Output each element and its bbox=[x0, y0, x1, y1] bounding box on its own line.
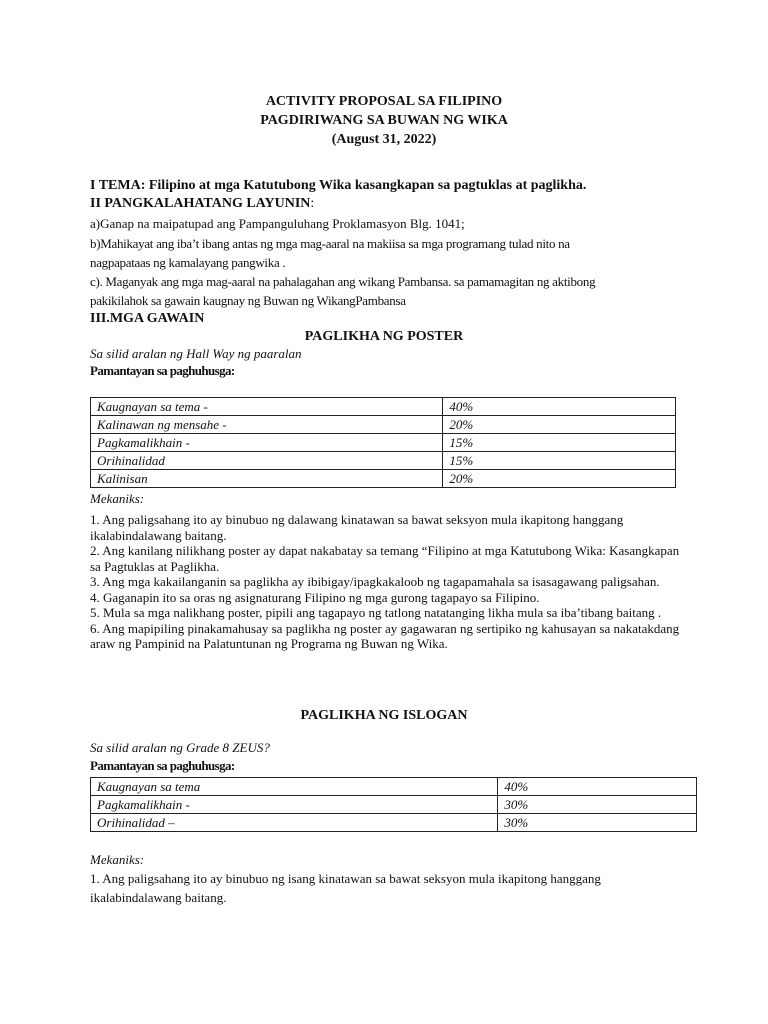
criteria-value: 15% bbox=[443, 434, 676, 452]
criteria-name: Kaugnayan sa tema - bbox=[91, 398, 443, 416]
criteria-value: 30% bbox=[498, 814, 697, 832]
table-row bbox=[91, 434, 676, 452]
layunin-a: a)Ganap na maipatupad ang Pampanguluhang Proklamasyon Blg. 1041; bbox=[90, 216, 465, 231]
islogan-criteria-label: Pamantayan sa paghuhusga: bbox=[90, 758, 235, 773]
layunin-heading bbox=[90, 196, 314, 212]
poster-title: PAGLIKHA NG POSTER bbox=[304, 329, 464, 344]
list-item: 3. Ang mga kakailanganin sa paglikha ay ibibigay/ipagkakaloob ng tagapamahala sa isasagawang paligsahan. bbox=[90, 574, 660, 589]
list-item: 5. Mula sa mga nalikhang poster, pipili ang tagapayo ng tatlong natatanging likha mula sa iba’tibang baitang . bbox=[90, 605, 662, 620]
list-item: 2. Ang kanilang nilikhang poster ay dapat nakabatay sa temang “Filipino at mga Katutubong Wika: Kasangkapan sa Pagtuklas at Paglikha. bbox=[90, 543, 680, 574]
criteria-name: Pagkamalikhain - bbox=[91, 796, 498, 814]
criteria-name: Kalinawan ng mensahe - bbox=[91, 416, 443, 434]
criteria-value: 20% bbox=[443, 470, 676, 488]
table-row bbox=[91, 416, 676, 434]
document-title: ACTIVITY PROPOSAL SA FILIPINO bbox=[265, 94, 503, 109]
criteria-name: Kaugnayan sa tema bbox=[91, 778, 498, 796]
table-row bbox=[91, 452, 676, 470]
islogan-mekaniks-label: Mekaniks: bbox=[90, 852, 145, 867]
table-row bbox=[91, 814, 697, 832]
layunin-heading-text: II PANGKALAHATANG LAYUNIN bbox=[90, 196, 311, 211]
document-date: (August 31, 2022) bbox=[331, 132, 437, 147]
poster-criteria-table bbox=[90, 397, 676, 488]
poster-venue: Sa silid aralan ng Hall Way ng paaralan bbox=[90, 346, 302, 361]
criteria-value: 30% bbox=[498, 796, 697, 814]
criteria-name: Pagkamalikhain - bbox=[91, 434, 443, 452]
islogan-title: PAGLIKHA NG ISLOGAN bbox=[300, 708, 468, 723]
islogan-venue: Sa silid aralan ng Grade 8 ZEUS? bbox=[90, 740, 270, 755]
criteria-value: 40% bbox=[443, 398, 676, 416]
poster-criteria-label: Pamantayan sa paghuhusga: bbox=[90, 363, 235, 378]
islogan-mekaniks-line2: ikalabindalawang baitang. bbox=[90, 890, 227, 905]
islogan-mekaniks-line1: 1. Ang paligsahang ito ay binubuo ng isang kinatawan sa bawat seksyon mula ikapitong hanggang bbox=[90, 871, 601, 886]
layunin-b-line2: nagpapataas ng kamalayang pangwika . bbox=[90, 255, 286, 270]
criteria-value: 40% bbox=[498, 778, 697, 796]
criteria-value: 20% bbox=[443, 416, 676, 434]
table-row bbox=[91, 796, 697, 814]
tema-line: I TEMA: Filipino at mga Katutubong Wika kasangkapan sa pagtuklas at paglikha. bbox=[90, 178, 587, 193]
layunin-c-line1: c). Maganyak ang mga mag-aaral na pahalagahan ang wikang Pambansa. sa pamamagitan ng aktibong bbox=[90, 274, 596, 289]
layunin-c-line2: pakikilahok sa gawain kaugnay ng Buwan ng WikangPambansa bbox=[90, 293, 406, 308]
table-row bbox=[91, 778, 697, 796]
table-row bbox=[91, 398, 676, 416]
criteria-name: Kalinisan bbox=[91, 470, 443, 488]
criteria-name: Orihinalidad – bbox=[91, 814, 498, 832]
list-item: 6. Ang mapipiling pinakamahusay sa paglikha ng poster ay gagawaran ng sertipiko ng kahusayan sa nakatakdang araw ng Pampinid na Palatuntunan ng Programa ng Buwan ng Wika. bbox=[90, 620, 680, 651]
poster-mekaniks-list bbox=[90, 512, 690, 652]
criteria-name: Orihinalidad bbox=[91, 452, 443, 470]
layunin-heading-colon: : bbox=[310, 196, 315, 211]
document-subtitle: PAGDIRIWANG SA BUWAN NG WIKA bbox=[260, 113, 508, 128]
layunin-b-line1: b)Mahikayat ang iba’t ibang antas ng mga mag-aaral na makiisa sa mga programang tulad nito na bbox=[90, 236, 570, 251]
gawain-heading: III.MGA GAWAIN bbox=[90, 311, 205, 326]
criteria-value: 15% bbox=[443, 452, 676, 470]
poster-mekaniks-label: Mekaniks: bbox=[90, 491, 145, 506]
table-row bbox=[91, 470, 676, 488]
islogan-criteria-table bbox=[90, 777, 697, 832]
list-item: 1. Ang paligsahang ito ay binubuo ng dalawang kinatawan sa bawat seksyon mula ikapitong hanggang ikalabindalawang baitang. bbox=[90, 512, 624, 543]
list-item: 4. Gaganapin ito sa oras ng asignaturang Filipino ng mga gurong tagapayo sa Filipino. bbox=[90, 589, 540, 605]
